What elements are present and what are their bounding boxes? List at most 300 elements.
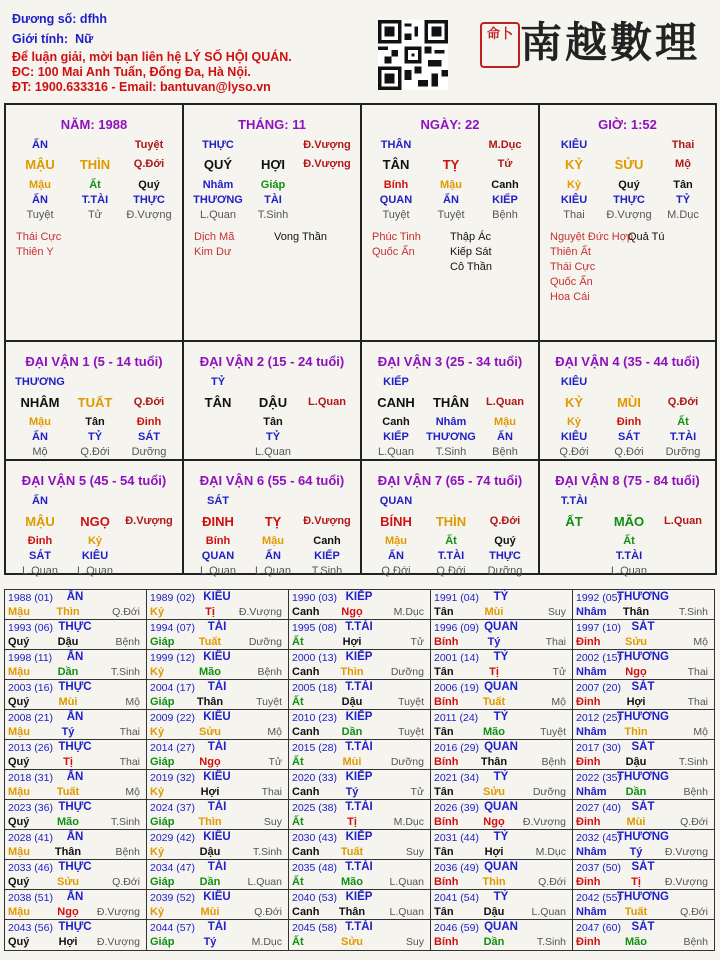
hidden-stem: Ất: [623, 535, 635, 547]
year-can: Giáp: [150, 816, 175, 828]
year-label: 2013 (26): [8, 742, 53, 754]
year-can: Ất: [292, 876, 304, 888]
hidden-star: KIẾP: [492, 194, 518, 206]
year-stage: Tuyệt: [398, 726, 424, 738]
hidden-stem: Tân: [263, 416, 283, 428]
year-star: TỶ: [493, 591, 509, 603]
year-cell: [431, 710, 573, 739]
year-star: THƯƠNG: [617, 771, 669, 783]
year-label: 2020 (33): [292, 772, 337, 784]
year-chi: Tuất: [624, 906, 648, 918]
hidden-stage: T.Sinh: [435, 446, 467, 458]
year-can: Tân: [434, 786, 454, 798]
hidden-star: THƯƠNG: [426, 431, 476, 443]
year-cell: [573, 860, 714, 889]
year-can: Giáp: [150, 936, 175, 948]
year-chi: Mùi: [342, 756, 362, 768]
year-cell: [431, 650, 573, 679]
daivan-stage: Q.Đới: [133, 396, 165, 408]
year-can: Ất: [292, 636, 304, 648]
year-cell: [289, 710, 431, 739]
year-row: [5, 740, 714, 770]
year-label: 1993 (06): [8, 622, 53, 634]
year-cell: [573, 830, 714, 859]
hidden-star: ẤN: [443, 194, 459, 206]
year-stage: Đ.Vượng: [522, 816, 566, 828]
year-can: Ất: [292, 816, 304, 828]
year-label: 2006 (19): [434, 682, 479, 694]
year-can: Kỷ: [150, 906, 165, 918]
year-stage: Bệnh: [257, 666, 282, 678]
year-star: KIÊU: [203, 711, 231, 723]
year-chi: Thìn: [624, 726, 648, 738]
year-chi: Ngọ: [199, 756, 221, 768]
hidden-stem: Ất: [677, 416, 689, 428]
year-stage: Thai: [687, 666, 708, 678]
year-cell: [573, 920, 714, 950]
year-can: Nhâm: [576, 726, 607, 738]
year-cell: [431, 860, 573, 889]
pillar-cell: [6, 105, 184, 342]
year-can: Giáp: [150, 756, 175, 768]
year-star: THƯƠNG: [617, 891, 669, 903]
year-chi: Sửu: [198, 726, 222, 738]
year-can: Tân: [434, 726, 454, 738]
year-chi: Mão: [483, 726, 505, 738]
year-star: QUAN: [484, 861, 518, 873]
year-chi: Thân: [196, 696, 224, 708]
year-star: TỶ: [493, 771, 509, 783]
year-can: Ất: [292, 756, 304, 768]
pillar-chi-stage: Đ.Vượng: [303, 139, 351, 151]
year-star: SÁT: [631, 621, 655, 633]
hidden-star: ẤN: [388, 550, 404, 562]
hidden-stem: Đinh: [136, 416, 162, 428]
pillar-chi: THÌN: [79, 157, 111, 172]
year-can: Bính: [434, 696, 459, 708]
year-label: 2017 (30): [576, 742, 621, 754]
hidden-stem: Canh: [491, 179, 519, 191]
year-chi: Thân: [622, 606, 650, 618]
year-can: Mậu: [8, 846, 30, 858]
year-can: Đinh: [576, 636, 601, 648]
year-cell: [147, 620, 289, 649]
year-cell: [147, 830, 289, 859]
gender-label: Giới tính: Nữ: [12, 32, 94, 46]
year-stage: M.Dục: [393, 606, 424, 618]
year-label: 2046 (59): [434, 922, 479, 934]
year-label: 2002 (15): [576, 652, 621, 664]
year-can: Kỷ: [150, 606, 165, 618]
year-star: ẤN: [66, 831, 84, 843]
year-stage: Tử: [410, 786, 424, 798]
year-can: Nhâm: [576, 666, 607, 678]
year-stage: T.Sinh: [536, 936, 566, 948]
daivan-title: ĐẠI VẬN 5 (45 - 54 tuổi): [21, 473, 167, 488]
year-can: Đinh: [576, 696, 601, 708]
year-cell: [5, 680, 147, 709]
year-label: 2027 (40): [576, 802, 621, 814]
year-stage: M.Dục: [393, 816, 424, 828]
year-chi: Dậu: [341, 696, 363, 708]
hidden-star: THỰC: [133, 194, 165, 206]
year-can: Giáp: [150, 636, 175, 648]
hidden-stage: L.Quan: [377, 446, 415, 458]
daivan-title: ĐẠI VẬN 3 (25 - 34 tuổi): [377, 354, 523, 369]
daivan-star: ẤN: [32, 495, 48, 507]
year-star: SÁT: [631, 801, 655, 813]
year-star: SÁT: [631, 861, 655, 873]
hidden-star: ẤN: [265, 550, 281, 562]
year-stage: Tử: [552, 666, 566, 678]
year-star: ẤN: [66, 891, 84, 903]
year-star: TỶ: [493, 891, 509, 903]
year-star: THỰC: [58, 621, 92, 633]
hidden-star: KIẾP: [383, 431, 409, 443]
year-chi: Tý: [61, 726, 75, 738]
year-star: ẤN: [66, 591, 84, 603]
year-stage: Mộ: [551, 696, 566, 708]
year-cell: [147, 770, 289, 799]
year-chi: Tý: [487, 636, 501, 648]
year-star: THỰC: [58, 741, 92, 753]
pillar-star: Phúc Tinh: [372, 231, 421, 243]
year-star: TÀI: [207, 741, 227, 753]
hidden-stem: Mậu: [29, 416, 51, 428]
pillar-star: Kim Dư: [194, 246, 232, 258]
hidden-star: T.TÀI: [615, 550, 643, 562]
hidden-stage: L.Quan: [254, 446, 292, 458]
daivan-cell: [184, 461, 362, 575]
hidden-stem: Mậu: [29, 179, 51, 191]
year-cell: [573, 680, 714, 709]
pillar-star: Quốc Ấn: [372, 246, 415, 258]
year-cell: [5, 590, 147, 619]
year-star: T.TÀI: [345, 921, 373, 933]
year-chi: Mão: [625, 936, 647, 948]
daivan-cell: [6, 342, 184, 461]
hidden-star: TÀI: [264, 194, 282, 206]
year-label: 2018 (31): [8, 772, 53, 784]
year-stage: Tuyệt: [256, 696, 282, 708]
year-chi: Tị: [347, 816, 357, 828]
year-chi: Mão: [57, 816, 79, 828]
pillar-star: Thiên Y: [16, 246, 54, 258]
year-label: 1997 (10): [576, 622, 621, 634]
year-star: THƯƠNG: [617, 591, 669, 603]
year-cell: [289, 680, 431, 709]
year-label: 2038 (51): [8, 892, 53, 904]
year-stage: T.Sinh: [110, 816, 140, 828]
year-can: Tân: [434, 666, 454, 678]
pillar-chi-stage: Tuyệt: [134, 139, 164, 151]
year-star: SÁT: [631, 921, 655, 933]
year-can: Quý: [8, 876, 30, 888]
year-cell: [431, 770, 573, 799]
daivan-chi: THÂN: [432, 395, 470, 410]
year-can: Mậu: [8, 906, 30, 918]
year-cell: [5, 740, 147, 769]
year-chi: Ngọ: [341, 606, 363, 618]
year-star: QUAN: [484, 801, 518, 813]
year-stage: Dưỡng: [390, 756, 424, 768]
year-cell: [147, 800, 289, 829]
year-star: THƯƠNG: [617, 711, 669, 723]
hidden-stem: Mậu: [494, 416, 516, 428]
pillar-star: Quốc Ấn: [550, 276, 593, 288]
hidden-stage: Dưỡng: [487, 565, 523, 577]
seal-stamp: 命卜: [480, 22, 520, 68]
year-stage: Đ.Vượng: [96, 906, 140, 918]
daivan-star: QUAN: [379, 495, 413, 507]
hidden-star: SÁT: [29, 550, 51, 562]
year-cell: [289, 740, 431, 769]
year-chi: Dậu: [625, 756, 647, 768]
year-can: Mậu: [8, 726, 30, 738]
hidden-star: SÁT: [138, 431, 160, 443]
year-star: TÀI: [207, 681, 227, 693]
year-cell: [573, 590, 714, 619]
year-cell: [289, 830, 431, 859]
year-chi: Dậu: [57, 636, 79, 648]
hidden-stem: Tân: [85, 416, 105, 428]
year-can: Bính: [434, 876, 459, 888]
year-cell: [147, 890, 289, 919]
daivan-chi: TỴ: [264, 514, 282, 529]
year-star: KIÊU: [203, 651, 231, 663]
year-star: KIẾP: [345, 651, 373, 663]
pillar-title: NGÀY: 22: [420, 117, 480, 132]
hidden-stage: L.Quan: [76, 565, 114, 577]
hidden-stem: Bính: [383, 179, 409, 191]
year-stage: L.Quan: [247, 876, 282, 888]
hidden-star: KIÊU: [81, 550, 109, 562]
year-star: THỰC: [58, 861, 92, 873]
year-row: [5, 890, 714, 920]
year-row: [5, 920, 714, 950]
owner-name: Đương số: dfhh: [12, 12, 108, 26]
year-can: Canh: [292, 666, 320, 678]
hidden-stem: Kỷ: [566, 179, 582, 191]
year-star: SÁT: [631, 681, 655, 693]
year-star: TÀI: [207, 861, 227, 873]
year-chi: Thìn: [482, 876, 506, 888]
year-cell: [5, 920, 147, 950]
contact-text: Để luận giải, mời bạn liên hệ LÝ SỐ HỘI QUÁN.: [12, 50, 292, 64]
year-can: Canh: [292, 906, 320, 918]
year-cell: [431, 890, 573, 919]
year-stage: Tuyệt: [398, 696, 424, 708]
year-chi: Tị: [63, 756, 73, 768]
year-cell: [147, 920, 289, 950]
year-label: 1998 (11): [8, 652, 53, 664]
year-label: 2019 (32): [150, 772, 195, 784]
year-stage: M.Dục: [535, 846, 566, 858]
year-label: 2029 (42): [150, 832, 195, 844]
hidden-star: T.TÀI: [669, 431, 697, 443]
year-cell: [289, 770, 431, 799]
daivan-chi: MÃO: [613, 514, 645, 529]
year-can: Kỷ: [150, 666, 165, 678]
hidden-stage: Thai: [563, 209, 585, 221]
year-chi: Sửu: [56, 876, 80, 888]
hidden-stage: L.Quan: [610, 565, 648, 577]
year-stage: Đ.Vượng: [664, 846, 708, 858]
daivan-star: TỶ: [210, 376, 226, 388]
hidden-star: SÁT: [618, 431, 640, 443]
year-cell: [289, 860, 431, 889]
daivan-star: T.TÀI: [560, 495, 588, 507]
year-stage: Mộ: [125, 786, 140, 798]
year-chi: Mão: [199, 666, 221, 678]
pillar-chi-stage: Thai: [671, 139, 695, 151]
hidden-stem: Canh: [313, 535, 341, 547]
year-star: QUAN: [484, 741, 518, 753]
daivan-stage: Q.Đới: [667, 396, 699, 408]
pillar-cell: [362, 105, 540, 342]
year-cell: [573, 710, 714, 739]
daivan-cell: [362, 342, 540, 461]
year-chi: Mùi: [200, 906, 220, 918]
year-chi: Sửu: [340, 936, 364, 948]
year-can: Kỷ: [150, 726, 165, 738]
year-can: Nhâm: [576, 846, 607, 858]
pillar-title: NĂM: 1988: [60, 117, 128, 132]
daivan-stage: Đ.Vượng: [303, 515, 351, 527]
year-can: Tân: [434, 906, 454, 918]
year-label: 1990 (03): [292, 592, 337, 604]
pillar-cell: [540, 105, 715, 342]
year-label: 1996 (09): [434, 622, 479, 634]
year-star: KIÊU: [203, 591, 231, 603]
year-stage: Q.Đới: [112, 606, 140, 618]
year-cell: [573, 620, 714, 649]
year-can: Nhâm: [576, 786, 607, 798]
hidden-star: KIÊU: [560, 431, 588, 443]
year-label: 2024 (37): [150, 802, 195, 814]
daivan-chi: DẬU: [258, 395, 288, 410]
year-stage: Q.Đới: [538, 876, 566, 888]
year-stage: Bệnh: [115, 846, 140, 858]
year-label: 2016 (29): [434, 742, 479, 754]
year-stage: Dưỡng: [532, 786, 566, 798]
year-can: Quý: [8, 756, 30, 768]
year-stage: Đ.Vượng: [238, 606, 282, 618]
daivan-stage: L.Quan: [308, 396, 346, 408]
year-stage: Mộ: [125, 696, 140, 708]
year-star: TỶ: [493, 831, 509, 843]
pillar-star-bad: Vong Thần: [274, 231, 328, 243]
year-label: 1999 (12): [150, 652, 195, 664]
hidden-star: ẤN: [497, 431, 513, 443]
year-cell: [431, 800, 573, 829]
year-label: 2009 (22): [150, 712, 195, 724]
year-row: [5, 620, 714, 650]
year-stage: Dưỡng: [390, 666, 424, 678]
daivan-can: ẤT: [565, 514, 583, 529]
year-star: KIÊU: [203, 891, 231, 903]
year-chi: Hợi: [200, 786, 220, 798]
year-can: Kỷ: [150, 786, 165, 798]
year-stage: Q.Đới: [254, 906, 282, 918]
daivan-can: BÍNH: [380, 514, 412, 529]
daivan-chi: MÙI: [617, 395, 641, 410]
year-stage: Tử: [410, 636, 424, 648]
year-label: 2011 (24): [434, 712, 479, 724]
year-cell: [431, 740, 573, 769]
hidden-star: TỶ: [675, 194, 691, 206]
daivan-title: ĐẠI VẬN 7 (65 - 74 tuổi): [377, 473, 523, 488]
pillar-stage: Mộ: [675, 158, 691, 170]
year-label: 2022 (35): [576, 772, 621, 784]
year-chi: Thân: [54, 846, 82, 858]
year-chi: Thân: [480, 756, 508, 768]
hidden-stem: Kỷ: [87, 535, 103, 547]
year-chi: Mão: [341, 876, 363, 888]
hidden-star: TỶ: [87, 431, 103, 443]
year-row: [5, 650, 714, 680]
year-star: THƯƠNG: [617, 651, 669, 663]
year-stage: T.Sinh: [110, 666, 140, 678]
hidden-stage: Q.Đới: [80, 446, 110, 458]
year-chi: Tuất: [56, 786, 80, 798]
hidden-stage: M.Dục: [667, 209, 699, 221]
year-chi: Tuất: [340, 846, 364, 858]
year-label: 1995 (08): [292, 622, 337, 634]
year-cell: [5, 770, 147, 799]
year-can: Đinh: [576, 876, 601, 888]
year-cell: [289, 650, 431, 679]
year-chi: Dậu: [199, 846, 221, 858]
year-stage: Thai: [261, 786, 282, 798]
year-cell: [431, 830, 573, 859]
year-star: THƯƠNG: [617, 831, 669, 843]
year-chi: Thìn: [198, 816, 222, 828]
year-can: Tân: [434, 606, 454, 618]
year-row: [5, 710, 714, 740]
year-star: KIẾP: [345, 831, 373, 843]
pillar-star-bad: Kiếp Sát: [450, 246, 492, 258]
hidden-stage: Đ.Vượng: [126, 209, 172, 221]
daivan-can: KỶ: [564, 395, 584, 410]
hidden-star: ẤN: [32, 431, 48, 443]
hidden-stage: Dưỡng: [131, 446, 167, 458]
year-stage: Bệnh: [541, 756, 566, 768]
year-chi: Sửu: [624, 636, 648, 648]
daivan-cell: [184, 342, 362, 461]
year-stage: Thai: [119, 726, 140, 738]
year-can: Bính: [434, 636, 459, 648]
pillar-stage: Tử: [497, 158, 513, 170]
year-label: 2033 (46): [8, 862, 53, 874]
hidden-stage: Tuyệt: [382, 209, 410, 221]
hidden-stem: Đinh: [27, 535, 53, 547]
hidden-stem: Mậu: [262, 535, 284, 547]
year-stage: Q.Đới: [680, 816, 708, 828]
year-can: Mậu: [8, 666, 30, 678]
year-cell: [147, 710, 289, 739]
year-cell: [289, 620, 431, 649]
year-star: TÀI: [207, 921, 227, 933]
year-star: KIÊU: [203, 771, 231, 783]
year-cell: [5, 890, 147, 919]
hidden-star: KIÊU: [560, 194, 588, 206]
year-label: 2036 (49): [434, 862, 479, 874]
year-label: 2014 (27): [150, 742, 195, 754]
year-label: 1988 (01): [8, 592, 53, 604]
daivan-can: MẬU: [25, 514, 55, 529]
year-star: KIẾP: [345, 591, 373, 603]
